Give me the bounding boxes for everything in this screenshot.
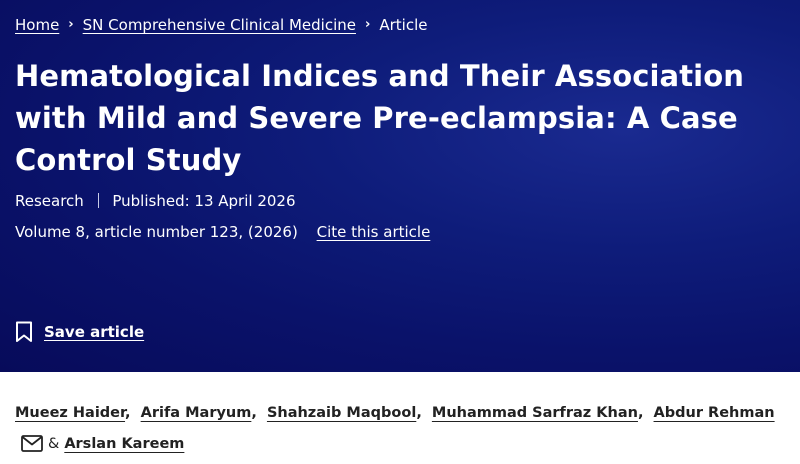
save-article-button[interactable] xyxy=(15,321,144,343)
author-separator: , xyxy=(251,405,257,421)
article-citation xyxy=(15,222,430,242)
envelope-icon[interactable] xyxy=(21,433,43,464)
save-article-label: Save article xyxy=(44,323,145,341)
author-separator: , xyxy=(416,405,422,421)
author-link[interactable]: Arslan Kareem xyxy=(64,436,185,452)
author-separator: , xyxy=(637,405,644,421)
breadcrumb xyxy=(15,15,427,35)
breadcrumb-journal-link[interactable]: SN Comprehensive Clinical Medicine xyxy=(82,16,356,34)
cite-this-article-link[interactable]: Cite this article xyxy=(316,223,431,241)
author-link[interactable]: Mueez Haider xyxy=(15,405,126,421)
article-meta xyxy=(15,191,296,211)
article-title: Hematological Indices and Their Association with Mild and Severe Pre-eclampsia: A Case Control Study xyxy=(15,59,744,177)
author-link[interactable]: Shahzaib Maqbool xyxy=(266,405,417,421)
article-type: Research xyxy=(15,192,84,210)
chevron-right-icon: › xyxy=(68,17,74,32)
citation-text: Volume 8, article number 123, (2026) xyxy=(15,223,298,241)
author-link[interactable]: Abdur Rehman xyxy=(653,405,775,421)
chevron-right-icon: › xyxy=(364,17,371,32)
author-link[interactable]: Arifa Maryum xyxy=(140,405,252,421)
published-date: Published: 13 April 2026 xyxy=(112,192,296,210)
meta-divider xyxy=(98,193,99,208)
author-link[interactable]: Muhammad Sarfraz Khan xyxy=(431,405,638,421)
breadcrumb-home-link[interactable]: Home xyxy=(15,16,60,34)
bookmark-icon xyxy=(15,321,33,343)
breadcrumb-current: Article xyxy=(379,16,428,34)
author-list xyxy=(15,398,790,464)
author-conjunction: & xyxy=(48,436,60,452)
author-separator: , xyxy=(125,405,131,421)
